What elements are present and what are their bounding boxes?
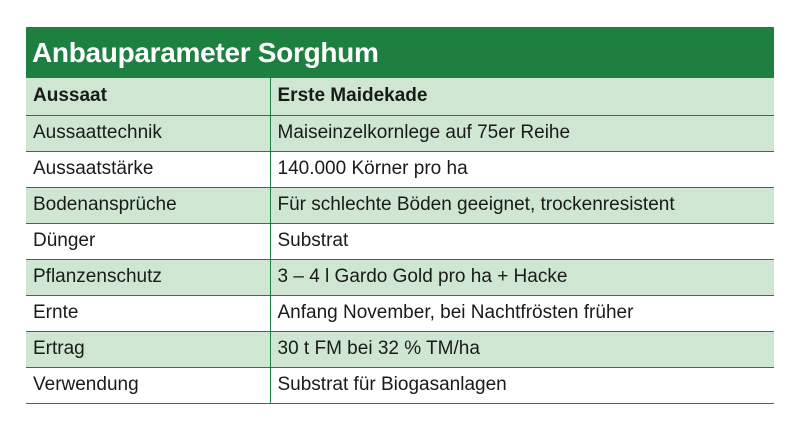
table-title: Anbauparameter Sorghum [26, 27, 774, 78]
parameter-table [26, 78, 774, 404]
row-value: Anfang November, bei Nachtfrösten früher [270, 295, 774, 331]
row-value: 140.000 Körner pro ha [270, 151, 774, 187]
row-label: Dünger [26, 223, 270, 259]
row-value: Substrat für Biogasanlagen [270, 367, 774, 403]
table-row [26, 223, 774, 259]
row-value: Maiseinzelkornlege auf 75er Reihe [270, 115, 774, 151]
row-label: Bodenansprüche [26, 187, 270, 223]
header-cell-value: Erste Maidekade [270, 78, 774, 115]
row-label: Aussaattechnik [26, 115, 270, 151]
table-row [26, 367, 774, 403]
row-value: 30 t FM bei 32 % TM/ha [270, 331, 774, 367]
table-row [26, 259, 774, 295]
row-label: Aussaatstärke [26, 151, 270, 187]
table-row [26, 331, 774, 367]
row-label: Ertrag [26, 331, 270, 367]
table-row [26, 115, 774, 151]
row-label: Verwendung [26, 367, 270, 403]
row-label: Ernte [26, 295, 270, 331]
table-row [26, 151, 774, 187]
row-value: Für schlechte Böden geeignet, trockenresistent [270, 187, 774, 223]
table-row [26, 187, 774, 223]
header-cell-aussaat: Aussaat [26, 78, 270, 115]
row-value: Substrat [270, 223, 774, 259]
info-table-card [26, 27, 774, 404]
row-label: Pflanzenschutz [26, 259, 270, 295]
table-header-row [26, 78, 774, 115]
table-row [26, 295, 774, 331]
row-value: 3 – 4 l Gardo Gold pro ha + Hacke [270, 259, 774, 295]
